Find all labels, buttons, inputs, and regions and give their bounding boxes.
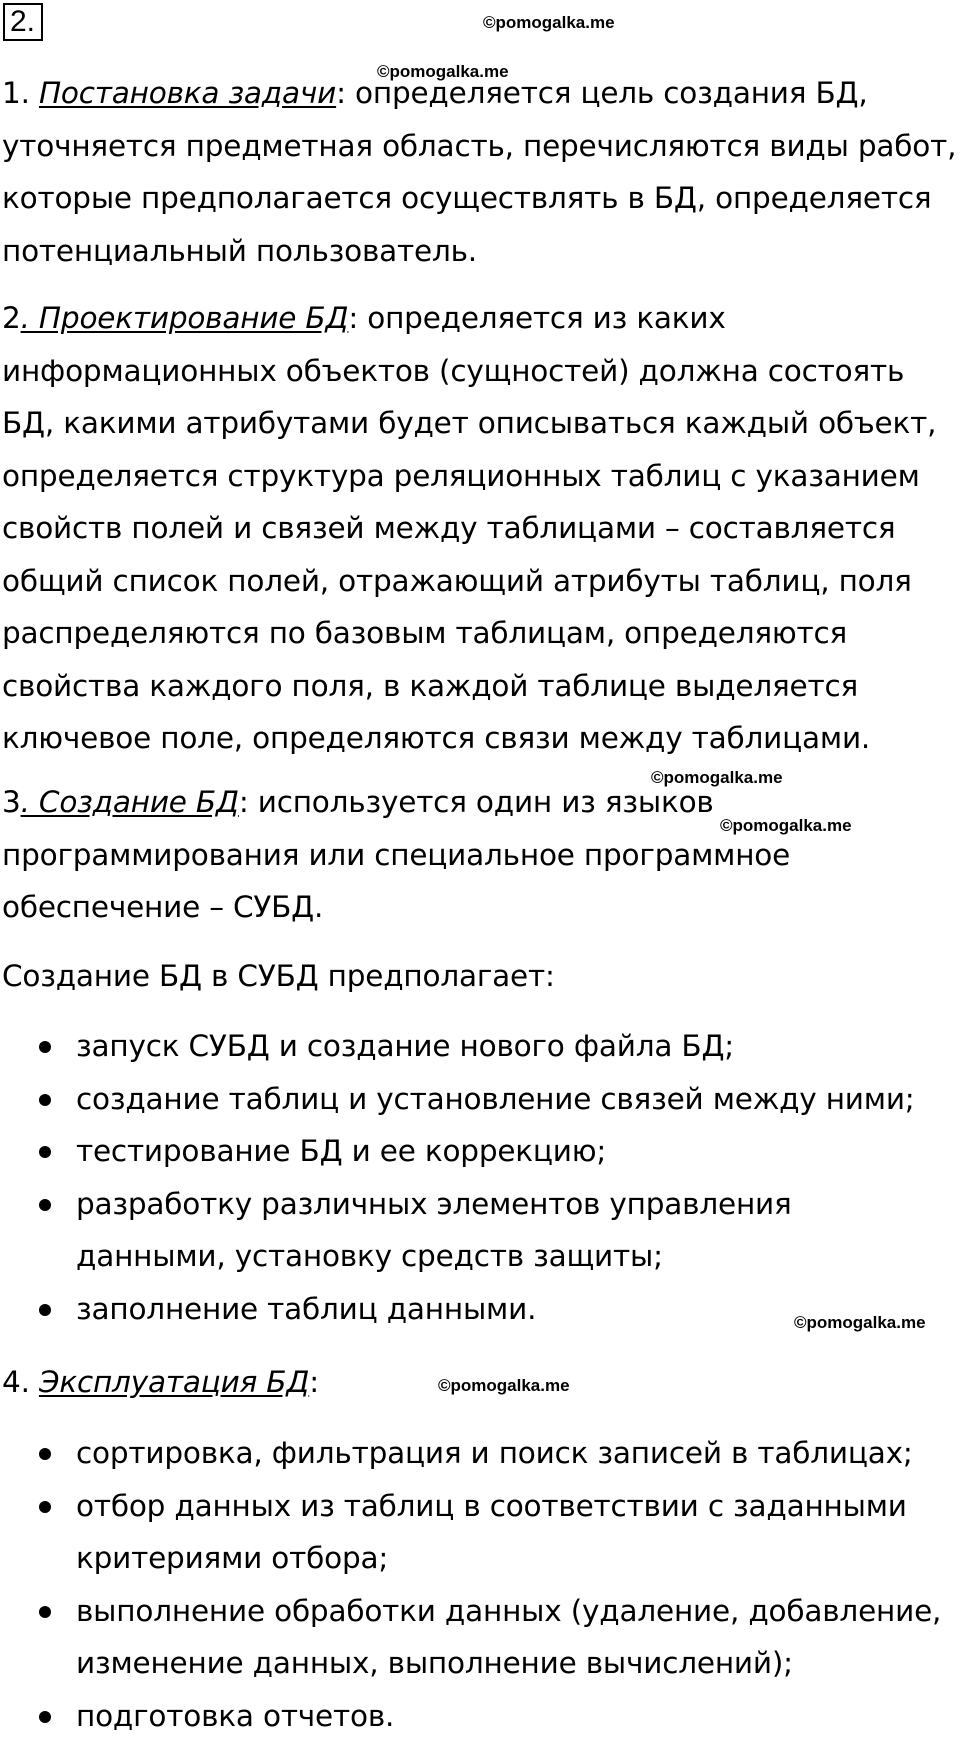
list-item-text: запуск СУБД и создание нового файла БД; <box>76 1029 734 1063</box>
list-item <box>0 1283 956 1336</box>
section-4-text: : <box>309 1365 319 1399</box>
section-2-line <box>2 292 958 345</box>
bullet-icon <box>39 1606 51 1618</box>
section-1 <box>2 67 958 277</box>
list-item-text: критериями отбора; <box>76 1541 388 1575</box>
list-item-text: создание таблиц и установление связей между ними; <box>76 1082 915 1116</box>
section-3-line: программирования или специальное программное <box>2 829 958 882</box>
section-2-line: свойства каждого поля, в каждой таблице выделяется <box>2 660 958 713</box>
list-item <box>0 1125 956 1178</box>
list-item <box>0 1585 956 1638</box>
bullet-icon <box>39 1146 51 1158</box>
list-item <box>0 1020 956 1073</box>
list-item-text: сортировка, фильтрация и поиск записей в таблицах; <box>76 1436 913 1470</box>
section-2 <box>2 292 958 765</box>
section-2-line: информационных объектов (сущностей) должна состоять <box>2 345 958 398</box>
bullet-icon <box>39 1304 51 1316</box>
bullet-icon <box>39 1199 51 1211</box>
section-3-list <box>0 1020 956 1335</box>
list-item <box>0 1073 956 1126</box>
list-item <box>0 1178 956 1231</box>
list-item-text: отбор данных из таблиц в соответствии с заданными <box>76 1489 907 1523</box>
section-1-line: которые предполагается осуществлять в БД, определяется <box>2 172 958 225</box>
section-2-line: ключевое поле, определяются связи между таблицами. <box>2 712 958 765</box>
bullet-icon <box>39 1094 51 1106</box>
list-item-text: изменение данных, выполнение вычислений); <box>76 1646 793 1680</box>
section-2-line: распределяются по базовым таблицам, определяются <box>2 607 958 660</box>
bullet-icon <box>39 1448 51 1460</box>
watermark: ©pomogalka.me <box>483 13 615 33</box>
section-2-line: свойств полей и связей между таблицами – составляется <box>2 502 958 555</box>
watermark: ©pomogalka.me <box>720 816 852 836</box>
watermark: ©pomogalka.me <box>438 1376 570 1396</box>
bullet-icon <box>39 1501 51 1513</box>
section-3-line <box>2 776 958 829</box>
section-4-number: 4. <box>2 1365 39 1399</box>
section-2-number: 2 <box>2 301 21 335</box>
section-3-intro: Создание БД в СУБД предполагает: <box>2 950 958 1003</box>
list-item <box>0 1480 956 1533</box>
section-3-text: : используется один из языков <box>239 785 714 819</box>
list-item-text: подготовка отчетов. <box>76 1699 394 1733</box>
list-item <box>0 1427 956 1480</box>
section-1-title: Постановка задачи <box>39 76 336 110</box>
list-item-text: тестирование БД и ее коррекцию; <box>76 1134 606 1168</box>
section-4-title: Эксплуатация БД <box>39 1365 309 1399</box>
section-3 <box>2 776 958 934</box>
bullet-icon <box>39 1711 51 1723</box>
list-item-continuation <box>0 1532 956 1585</box>
section-2-text: : определяется из каких <box>348 301 725 335</box>
list-item <box>0 1690 956 1742</box>
section-4-list <box>0 1427 956 1742</box>
list-item-continuation <box>0 1230 956 1283</box>
list-item-text: выполнение обработки данных (удаление, добавление, <box>76 1594 941 1628</box>
list-item-text: заполнение таблиц данными. <box>76 1292 536 1326</box>
list-item-text: разработку различных элементов управления <box>76 1187 792 1221</box>
watermark: ©pomogalka.me <box>651 768 783 788</box>
list-item-continuation <box>0 1637 956 1690</box>
section-2-line: определяется структура реляционных таблиц с указанием <box>2 450 958 503</box>
section-2-line: общий список полей, отражающий атрибуты таблиц, поля <box>2 555 958 608</box>
section-2-title: . Проектирование БД <box>21 301 349 335</box>
section-3-title: . Создание БД <box>21 785 239 819</box>
section-2-line: БД, какими атрибутами будет описываться каждый объект, <box>2 397 958 450</box>
section-4 <box>2 1356 958 1409</box>
section-1-text: : определяется цель создания БД, <box>336 76 867 110</box>
section-1-line: потенциальный пользователь. <box>2 225 958 278</box>
section-3-line: обеспечение – СУБД. <box>2 881 958 934</box>
section-1-number: 1. <box>2 76 39 110</box>
section-4-line <box>2 1356 958 1409</box>
list-item-text: данными, установку средств защиты; <box>76 1239 663 1273</box>
section-1-line: уточняется предметная область, перечисляются виды работ, <box>2 120 958 173</box>
bullet-icon <box>39 1041 51 1053</box>
section-3-number: 3 <box>2 785 21 819</box>
watermark: ©pomogalka.me <box>794 1313 926 1333</box>
watermark: ©pomogalka.me <box>377 62 509 82</box>
section-1-line <box>2 67 958 120</box>
task-number-box: 2. <box>3 3 43 41</box>
